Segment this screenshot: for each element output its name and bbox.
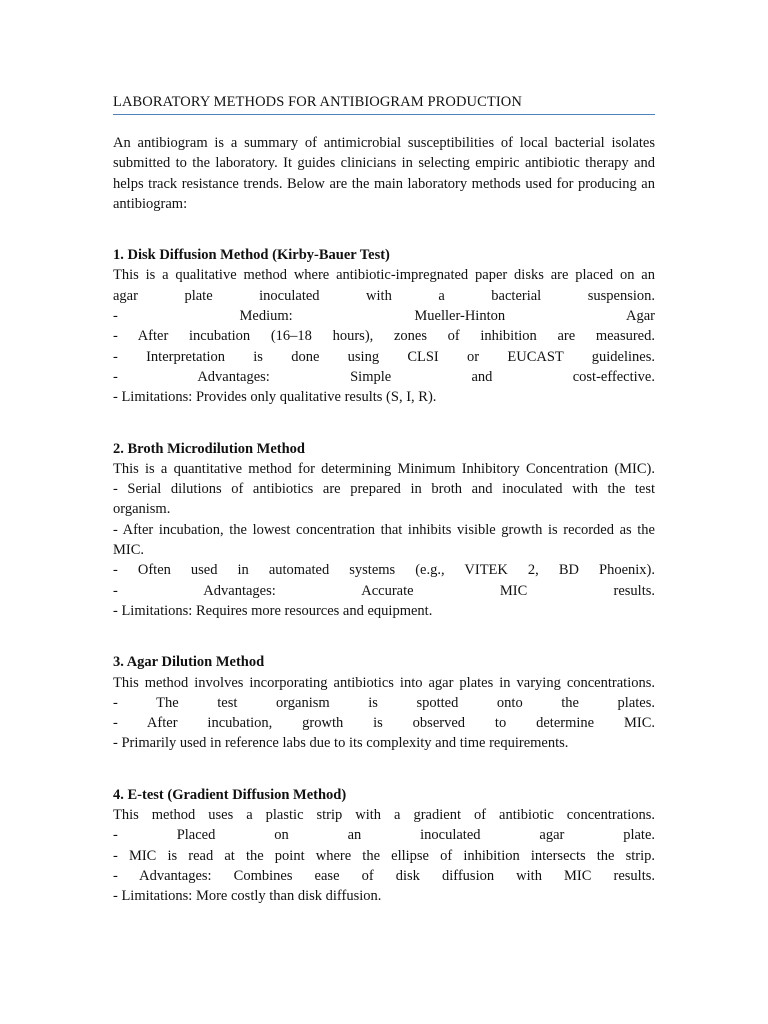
section-line: - Interpretation is done using CLSI or EUCAST guidelines. (113, 348, 655, 365)
section-line: - After incubation, the lowest concentration that inhibits visible growth is recorded as the (113, 521, 655, 538)
section-line: - Limitations: Provides only qualitative results (S, I, R). (113, 389, 437, 406)
section-line: - Placed on an inoculated agar plate. (113, 827, 655, 844)
section-line: This is a quantitative method for determining Minimum Inhibitory Concentration (MIC). (113, 460, 655, 477)
section-line: - Advantages: Accurate MIC results. (113, 582, 655, 599)
section-line: This is a qualitative method where antibiotic-impregnated paper disks are placed on an (113, 267, 655, 284)
section-heading: 1. Disk Diffusion Method (Kirby-Bauer Test) (113, 247, 390, 264)
section-line: - Advantages: Simple and cost-effective. (113, 368, 655, 385)
section-line: - Primarily used in reference labs due to its complexity and time requirements. (113, 735, 569, 752)
section-line: - After incubation, growth is observed to determine MIC. (113, 715, 655, 732)
section-line: - Serial dilutions of antibiotics are prepared in broth and inoculated with the test (113, 481, 655, 498)
section-line: MIC. (113, 542, 145, 559)
section-line: - Medium: Mueller-Hinton Agar (113, 308, 655, 325)
section-line: - The test organism is spotted onto the plates. (113, 694, 655, 711)
section-line: - Often used in automated systems (e.g., VITEK 2, BD Phoenix). (113, 562, 655, 579)
section-line: - Limitations: More costly than disk diffusion. (113, 888, 382, 905)
section-disk-diffusion (113, 245, 655, 407)
document-title: LABORATORY METHODS FOR ANTIBIOGRAM PRODUCTION (113, 94, 522, 110)
intro-paragraph: An antibiogram is a summary of antimicrobial susceptibilities of local bacterial isolates submitted to the laboratory. It guides clinicians in selecting empiric antibiotic therapy and helps track resistance trends. Below are the main laboratory methods used for producing an antibiogram: (113, 135, 655, 212)
section-heading: 4. E-test (Gradient Diffusion Method) (113, 786, 347, 803)
section-line: - After incubation (16–18 hours), zones of inhibition are measured. (113, 328, 655, 345)
section-agar-dilution (113, 652, 655, 753)
section-line: organism. (113, 501, 171, 518)
section-line: This method involves incorporating antibiotics into agar plates in varying concentrations. (113, 674, 655, 691)
section-heading: 2. Broth Microdilution Method (113, 440, 305, 457)
title-underline (113, 114, 655, 115)
section-line: agar plate inoculated with a bacterial suspension. (113, 287, 655, 304)
section-heading: 3. Agar Dilution Method (113, 654, 265, 671)
section-e-test (113, 785, 655, 907)
section-line: - MIC is read at the point where the ellipse of inhibition intersects the strip. (113, 847, 655, 864)
document-body (113, 92, 655, 938)
section-line: This method uses a plastic strip with a gradient of antibiotic concentrations. (113, 807, 655, 824)
section-line: - Advantages: Combines ease of disk diffusion with MIC results. (113, 867, 655, 884)
section-line: - Limitations: Requires more resources and equipment. (113, 602, 433, 619)
section-broth-microdilution (113, 439, 655, 622)
